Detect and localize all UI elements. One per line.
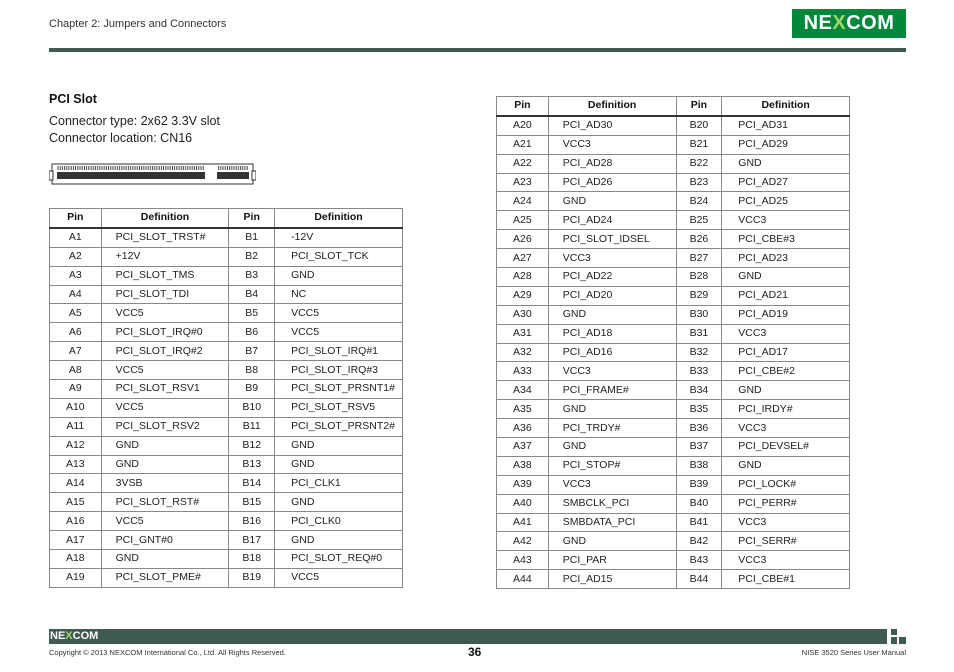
pin-table-right [496,96,850,589]
cell-pin-a: A38 [497,456,549,475]
cell-definition-b: PCI_DEVSEL# [722,438,850,457]
cell-definition-a: VCC5 [101,512,229,531]
cell-definition-b: PCI_SLOT_RSV5 [275,398,403,417]
table-row [50,512,403,531]
cell-definition-a: GND [548,532,676,551]
cell-definition-a: PCI_TRDY# [548,419,676,438]
cell-pin-b: B16 [229,512,275,531]
cell-definition-b: -12V [275,228,403,247]
cell-pin-b: B26 [676,230,722,249]
cell-definition-b: VCC3 [722,513,850,532]
table-row [497,513,850,532]
table-row [497,494,850,513]
header-definition-a: Definition [548,97,676,116]
cell-pin-a: A10 [50,398,102,417]
cell-pin-a: A4 [50,285,102,304]
table-row [497,154,850,173]
cell-definition-b: GND [722,268,850,287]
table-row [497,362,850,381]
table-row [497,192,850,211]
cell-definition-b: PCI_AD29 [722,135,850,154]
cell-pin-a: A7 [50,342,102,361]
cell-pin-b: B18 [229,550,275,569]
cell-pin-a: A6 [50,323,102,342]
table-row [497,343,850,362]
cell-definition-a: VCC5 [101,398,229,417]
copyright-text: Copyright © 2013 NEXCOM International Co., Ltd. All Rights Reserved. [49,648,286,657]
table-row [50,266,403,285]
cell-pin-b: B32 [676,343,722,362]
cell-pin-b: B24 [676,192,722,211]
table-row [50,323,403,342]
cell-definition-b: GND [722,381,850,400]
cell-pin-b: B5 [229,304,275,323]
cell-definition-a: SMBDATA_PCI [548,513,676,532]
table-row [50,342,403,361]
cell-definition-a: PCI_SLOT_RST# [101,493,229,512]
page-number: 36 [468,645,482,659]
header-definition-b: Definition [275,209,403,228]
cell-definition-a: PCI_STOP# [548,456,676,475]
cell-pin-b: B29 [676,286,722,305]
header-pin-b: Pin [676,97,722,116]
table-row [50,228,403,247]
cell-definition-b: GND [722,456,850,475]
logo-text-right: COM [846,12,895,34]
cell-pin-a: A16 [50,512,102,531]
cell-definition-b: VCC3 [722,211,850,230]
cell-pin-a: A18 [50,550,102,569]
cell-definition-a: GND [548,400,676,419]
cell-pin-a: A19 [50,568,102,587]
table-row [50,436,403,455]
cell-definition-b: PCI_SERR# [722,532,850,551]
cell-definition-b: VCC5 [275,323,403,342]
cell-pin-a: A20 [497,116,549,135]
cell-definition-b: PCI_SLOT_PRSNT2# [275,417,403,436]
cell-definition-a: PCI_SLOT_TMS [101,266,229,285]
cell-definition-b: PCI_AD19 [722,305,850,324]
cell-pin-b: B15 [229,493,275,512]
cell-definition-a: GND [548,305,676,324]
cell-definition-a: PCI_SLOT_RSV2 [101,417,229,436]
cell-pin-a: A25 [497,211,549,230]
table-row [50,380,403,399]
cell-definition-a: VCC5 [101,361,229,380]
table-row [497,135,850,154]
cell-definition-a: PCI_SLOT_IDSEL [548,230,676,249]
cell-pin-b: B7 [229,342,275,361]
cell-definition-a: GND [101,455,229,474]
cell-definition-a: PCI_SLOT_RSV1 [101,380,229,399]
cell-pin-b: B25 [676,211,722,230]
cell-definition-b: PCI_PERR# [722,494,850,513]
cell-pin-b: B9 [229,380,275,399]
cell-pin-a: A22 [497,154,549,173]
connector-location: Connector location: CN16 [49,131,193,145]
table-row [50,568,403,587]
chapter-title: Chapter 2: Jumpers and Connectors [49,18,227,30]
cell-definition-b: PCI_AD31 [722,116,850,135]
nexcom-logo [792,9,906,38]
footer-logo-right: COM [72,630,99,642]
cell-definition-a: PCI_AD30 [548,116,676,135]
cell-definition-b: GND [722,154,850,173]
cell-definition-a: VCC3 [548,249,676,268]
header-pin-b: Pin [229,209,275,228]
cell-definition-a: PCI_AD28 [548,154,676,173]
table-row [497,268,850,287]
header-divider [49,48,906,52]
table-row [497,211,850,230]
cell-pin-a: A21 [497,135,549,154]
cell-pin-b: B43 [676,551,722,570]
cell-pin-a: A42 [497,532,549,551]
cell-definition-a: PCI_AD15 [548,570,676,589]
cell-pin-b: B1 [229,228,275,247]
cell-pin-b: B40 [676,494,722,513]
table-row [50,493,403,512]
cell-definition-a: PCI_SLOT_TDI [101,285,229,304]
cell-definition-b: PCI_AD23 [722,249,850,268]
table-row [497,570,850,589]
cell-pin-a: A32 [497,343,549,362]
cell-definition-b: PCI_CLK0 [275,512,403,531]
table-header-row [497,97,850,116]
footer-logo [50,629,98,644]
cell-definition-b: PCI_AD25 [722,192,850,211]
cell-pin-b: B27 [676,249,722,268]
cell-definition-a: +12V [101,247,229,266]
cell-pin-a: A27 [497,249,549,268]
cell-pin-a: A36 [497,419,549,438]
cell-pin-b: B13 [229,455,275,474]
cell-pin-a: A34 [497,381,549,400]
cell-definition-b: VCC3 [722,419,850,438]
cell-definition-b: VCC3 [722,324,850,343]
cell-pin-a: A14 [50,474,102,493]
cell-definition-a: VCC3 [548,362,676,381]
section-title: PCI Slot [49,92,97,106]
cell-definition-b: PCI_SLOT_REQ#0 [275,550,403,569]
connector-type: Connector type: 2x62 3.3V slot [49,114,220,128]
cell-definition-b: PCI_CBE#2 [722,362,850,381]
cell-definition-b: GND [275,531,403,550]
cell-definition-a: PCI_SLOT_PME# [101,568,229,587]
cell-pin-b: B22 [676,154,722,173]
cell-pin-b: B28 [676,268,722,287]
cell-definition-a: PCI_AD16 [548,343,676,362]
table-row [50,474,403,493]
cell-definition-a: SMBCLK_PCI [548,494,676,513]
cell-pin-b: B21 [676,135,722,154]
cell-pin-a: A39 [497,475,549,494]
logo-text-left: NE [803,12,833,34]
cell-pin-a: A3 [50,266,102,285]
cell-definition-b: PCI_CBE#3 [722,230,850,249]
cell-definition-b: PCI_LOCK# [722,475,850,494]
cell-pin-b: B37 [676,438,722,457]
cell-pin-b: B31 [676,324,722,343]
table-row [497,456,850,475]
header-pin-a: Pin [497,97,549,116]
cell-definition-a: PCI_AD18 [548,324,676,343]
table-row [497,324,850,343]
cell-definition-b: GND [275,493,403,512]
cell-pin-b: B42 [676,532,722,551]
cell-definition-a: GND [101,550,229,569]
cell-definition-a: PCI_AD24 [548,211,676,230]
cell-definition-b: PCI_AD21 [722,286,850,305]
cell-pin-a: A30 [497,305,549,324]
cell-definition-a: PCI_FRAME# [548,381,676,400]
cell-pin-b: B34 [676,381,722,400]
cell-pin-b: B6 [229,323,275,342]
cell-definition-a: PCI_SLOT_IRQ#2 [101,342,229,361]
cell-pin-a: A31 [497,324,549,343]
cell-definition-b: PCI_SLOT_PRSNT1# [275,380,403,399]
cell-definition-b: PCI_SLOT_TCK [275,247,403,266]
table-row [497,173,850,192]
cell-pin-b: B33 [676,362,722,381]
cell-definition-b: GND [275,436,403,455]
cell-definition-b: PCI_AD27 [722,173,850,192]
cell-definition-b: PCI_SLOT_IRQ#3 [275,361,403,380]
cell-pin-a: A37 [497,438,549,457]
cell-definition-a: VCC3 [548,475,676,494]
cell-definition-a: VCC3 [548,135,676,154]
cell-pin-a: A26 [497,230,549,249]
cell-pin-b: B11 [229,417,275,436]
cell-definition-b: PCI_AD17 [722,343,850,362]
cell-pin-b: B10 [229,398,275,417]
cell-pin-a: A8 [50,361,102,380]
table-row [497,305,850,324]
table-row [497,286,850,305]
cell-pin-a: A9 [50,380,102,399]
cell-pin-b: B30 [676,305,722,324]
cell-pin-a: A23 [497,173,549,192]
cell-pin-b: B3 [229,266,275,285]
cell-definition-a: 3VSB [101,474,229,493]
cell-pin-a: A35 [497,400,549,419]
table-row [497,381,850,400]
table-row [497,116,850,135]
cell-definition-b: VCC5 [275,304,403,323]
table-row [50,550,403,569]
cell-pin-b: B44 [676,570,722,589]
cell-definition-b: GND [275,455,403,474]
cell-definition-a: GND [101,436,229,455]
table-row [50,531,403,550]
footer-bar [49,629,887,644]
cell-definition-b: VCC5 [275,568,403,587]
cell-definition-b: PCI_CLK1 [275,474,403,493]
cell-definition-b: PCI_CBE#1 [722,570,850,589]
cell-pin-a: A5 [50,304,102,323]
cell-definition-a: PCI_SLOT_TRST# [101,228,229,247]
table-row [497,419,850,438]
cell-definition-a: PCI_AD26 [548,173,676,192]
manual-title: NISE 3520 Series User Manual [801,648,906,657]
cell-pin-b: B2 [229,247,275,266]
table-row [50,417,403,436]
table-row [497,400,850,419]
cell-pin-a: A11 [50,417,102,436]
cell-pin-a: A1 [50,228,102,247]
cell-definition-b: PCI_IRDY# [722,400,850,419]
cell-pin-b: B14 [229,474,275,493]
cell-pin-a: A12 [50,436,102,455]
cell-pin-a: A40 [497,494,549,513]
table-row [50,398,403,417]
cell-pin-b: B8 [229,361,275,380]
cell-pin-b: B12 [229,436,275,455]
table-row [497,230,850,249]
logo-text-x: X [832,12,847,34]
cell-pin-a: A2 [50,247,102,266]
cell-pin-b: B38 [676,456,722,475]
table-row [497,249,850,268]
cell-pin-a: A24 [497,192,549,211]
cell-pin-b: B4 [229,285,275,304]
cell-pin-b: B41 [676,513,722,532]
cell-definition-a: PCI_AD20 [548,286,676,305]
table-row [50,361,403,380]
cell-pin-a: A17 [50,531,102,550]
cell-definition-a: VCC5 [101,304,229,323]
pci-slot-diagram-icon [49,162,256,186]
cell-definition-a: PCI_GNT#0 [101,531,229,550]
table-row [497,551,850,570]
table-row [50,304,403,323]
cell-pin-a: A13 [50,455,102,474]
cell-definition-b: PCI_SLOT_IRQ#1 [275,342,403,361]
table-row [497,532,850,551]
cell-pin-a: A33 [497,362,549,381]
cell-pin-b: B23 [676,173,722,192]
header-definition-a: Definition [101,209,229,228]
cell-pin-a: A29 [497,286,549,305]
table-row [497,475,850,494]
cell-definition-a: PCI_AD22 [548,268,676,287]
header-pin-a: Pin [50,209,102,228]
cell-definition-b: NC [275,285,403,304]
footer-logo-x: X [65,630,73,642]
cell-pin-b: B20 [676,116,722,135]
footer-logo-left: NE [50,630,66,642]
cell-pin-b: B19 [229,568,275,587]
table-row [50,247,403,266]
cell-pin-b: B36 [676,419,722,438]
footer-squares-icon [891,629,906,644]
cell-definition-a: PCI_SLOT_IRQ#0 [101,323,229,342]
cell-pin-a: A41 [497,513,549,532]
header-definition-b: Definition [722,97,850,116]
cell-definition-b: VCC3 [722,551,850,570]
cell-definition-a: GND [548,192,676,211]
cell-pin-b: B39 [676,475,722,494]
cell-definition-a: GND [548,438,676,457]
cell-pin-a: A15 [50,493,102,512]
cell-pin-b: B35 [676,400,722,419]
cell-pin-a: A43 [497,551,549,570]
cell-definition-a: PCI_PAR [548,551,676,570]
pin-table-left [49,208,403,588]
table-row [497,438,850,457]
cell-definition-b: GND [275,266,403,285]
table-row [50,455,403,474]
table-row [50,285,403,304]
cell-pin-b: B17 [229,531,275,550]
table-header-row [50,209,403,228]
cell-pin-a: A28 [497,268,549,287]
cell-pin-a: A44 [497,570,549,589]
